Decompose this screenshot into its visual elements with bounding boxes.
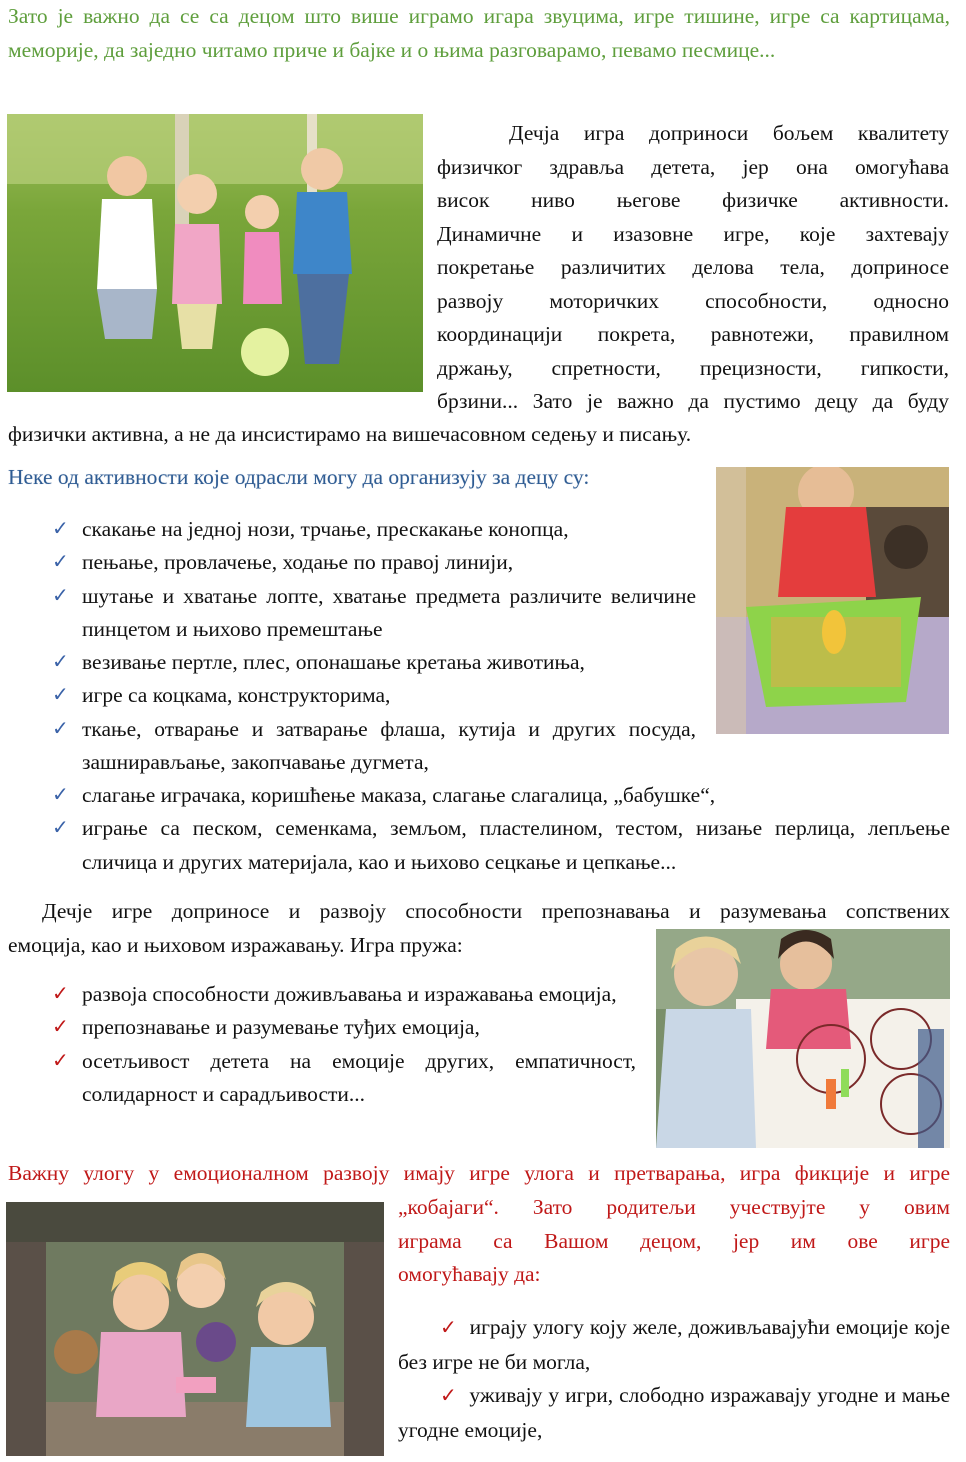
check-icon: ✓ (52, 518, 69, 540)
roleplay-paragraph (398, 1191, 950, 1292)
intro-paragraph (8, 0, 950, 67)
physical-line-6: развоју моторичких способности, односно (437, 288, 949, 313)
emotions-line-1: Дечје игре доприносе и развоју способности препознавања и разумевања сопствених (42, 899, 950, 923)
list-item: ✓ шутање и хватање лопте, хватање предмета различите величине пинцетом и њихово премештање (8, 580, 696, 647)
check-icon: ✓ (52, 651, 69, 674)
activities-heading (8, 461, 708, 495)
list-item: ✓ играју улогу коју желе, доживљавајући емоције које без игре не би могла, (398, 1315, 950, 1374)
check-icon: ✓ (52, 983, 69, 1005)
list-item: ✓ пењање, провлачење, ходање по правој линији, (8, 546, 696, 579)
physical-line-10: физички активна, а не да инсистирамо на вишечасовном седењу и писању. (8, 422, 692, 446)
physical-line-7: координацији покрета, равнотежи, правилном (437, 322, 949, 346)
roleplay-list (398, 1311, 950, 1447)
physical-line-8: држању, спретности, прецизности, гипкости, (437, 355, 949, 380)
physical-line-9: брзини... Зато је важно да пустимо децу да буду (437, 389, 949, 413)
physical-paragraph-end (8, 418, 950, 452)
check-icon: ✓ (440, 1317, 458, 1339)
check-icon: ✓ (52, 1049, 69, 1072)
roleplay-line-1: Важну улогу у емоционалном развоју имају игре улога и претварања, игра фикције и игре (8, 1161, 950, 1185)
list-item: ✓ игре са коцкама, конструкторима, (8, 679, 696, 712)
physical-line-3: висок ниво његове физичке активности. (437, 188, 949, 212)
list-item: ✓ скакање на једној нози, трчање, прескакање конопца, (8, 513, 696, 546)
check-icon: ✓ (52, 584, 69, 607)
activities-heading-text: Неке од активности које одрасли могу да организују за децу су: (8, 465, 590, 489)
list-item: ✓ везивање пертле, плес, опонашање кретања животиња, (8, 646, 696, 679)
list-item: ✓ осетљивост детета на емоције других, емпатичност, солидарност и сарадљивости... (8, 1045, 636, 1112)
check-icon: ✓ (52, 717, 69, 740)
list-item: ✓ препознавање и разумевање туђих емоција, (8, 1011, 636, 1044)
list-item: ✓ уживају у игри, слободно изражавају угодне и мање угодне емоције, (398, 1383, 950, 1442)
roleplay-line-2: „кобајаги“. Зато родитељи учествујте у овим (398, 1195, 950, 1219)
check-icon: ✓ (440, 1385, 458, 1407)
check-icon: ✓ (52, 1016, 69, 1039)
activities-list-wide (8, 779, 950, 879)
check-icon: ✓ (52, 784, 69, 806)
child-playing-tub-photo (716, 467, 949, 734)
list-item: ✓ играње са песком, семенкама, земљом, пластелином, тестом, низање перлица, лепљење сличица и других материјала, као и њихово сецкање и цепкање... (8, 812, 950, 879)
intro-text: Зато је важно да се са децом што више играмо игара звуцима, игре тишине, игре са картицама, меморије, да заједно читамо приче и бајке и о њима разговарамо, певамо песмице... (8, 4, 950, 62)
check-icon: ✓ (52, 684, 69, 707)
physical-line-1: Дечја игра доприноси бољем квалитету (509, 121, 949, 145)
roleplay-first-line (8, 1157, 950, 1191)
children-playing-ball-photo (7, 114, 423, 392)
children-tea-party-photo (6, 1202, 384, 1456)
roleplay-line-3: играма са Вашом децом, јер им ове игре (398, 1228, 950, 1253)
physical-line-2: физичког здравља детета, јер она омогућава (437, 154, 949, 179)
list-item: ✓ развоја способности доживљавања и изражавања емоција, (8, 978, 636, 1011)
activities-list (8, 513, 696, 779)
check-icon: ✓ (52, 551, 69, 574)
children-drawing-photo (656, 929, 950, 1148)
check-icon: ✓ (52, 817, 69, 840)
physical-line-4: Динамичне и изазовне игре, које захтевају (437, 221, 949, 246)
list-item: ✓ слагање играчака, коришћење маказа, слагање слагалица, „бабушке“, (8, 779, 950, 812)
roleplay-line-4: омогућавају да: (398, 1262, 541, 1286)
emotions-line-2: емоција, као и њиховом изражавању. Игра пружа: (8, 932, 463, 957)
physical-line-5: покретање различитих делова тела, доприносе (437, 255, 949, 279)
list-item: ✓ ткање, отварање и затварање флаша, кутија и других посуда, зашнирављање, закопчавање дугмета, (8, 713, 696, 780)
physical-paragraph (437, 117, 949, 419)
emotions-list (8, 978, 636, 1111)
